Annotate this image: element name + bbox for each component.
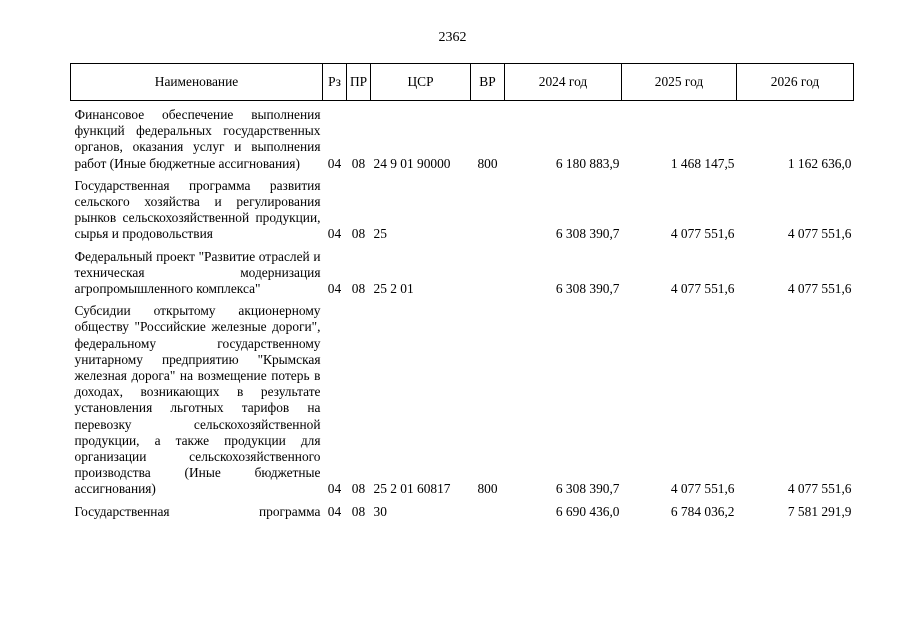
row-vr — [471, 504, 505, 520]
row-2024: 6 180 883,9 — [555, 155, 620, 171]
row-csr: 30 — [373, 503, 387, 519]
header-pr: ПР — [347, 64, 371, 101]
table-header-row — [71, 64, 854, 101]
row-vr: 800 — [477, 155, 498, 171]
row-2024: 6 308 390,7 — [555, 226, 620, 242]
row-2024: 6 308 390,7 — [555, 481, 620, 497]
row-2025: 4 077 551,6 — [670, 226, 735, 242]
header-rz: Рз — [323, 64, 347, 101]
row-rz: 04 — [327, 155, 342, 171]
header-name: Наименование — [71, 64, 323, 101]
row-pr: 08 — [351, 155, 366, 171]
row-2025: 4 077 551,6 — [670, 281, 735, 297]
row-csr: 24 9 01 90000 — [373, 155, 451, 171]
header-csr: ЦСР — [371, 64, 471, 101]
header-2026: 2026 год — [737, 64, 854, 101]
row-2024: 6 690 436,0 — [555, 503, 620, 519]
row-2026: 7 581 291,9 — [787, 503, 852, 519]
row-pr: 08 — [351, 226, 366, 242]
header-vr: ВР — [471, 64, 505, 101]
row-2024: 6 308 390,7 — [555, 281, 620, 297]
row-csr: 25 2 01 60817 — [373, 481, 451, 497]
row-2026: 4 077 551,6 — [787, 226, 852, 242]
row-name: Федеральный проект "Развитие отраслей и техническая модернизация агропромышленного комплекса" — [74, 248, 321, 297]
header-2024: 2024 год — [505, 64, 622, 101]
table-row — [71, 249, 854, 298]
row-name: Финансовое обеспечение выполнения функций федеральных государственных органов, оказания услуг и выполнения работ (Иные бюджетные ассигнования) — [74, 107, 321, 171]
row-2025: 1 468 147,5 — [670, 155, 735, 171]
row-name: Субсидии открытому акционерному обществу "Российские железные дороги", федеральному государственному унитарному предприятию "Крымская железная дорога" на возмещение потерь в доходах, возникающих в результате установления льготных тарифов на перевозку сельскохозяйственной продукции, а также продукции для организации сельскохозяйственного производства (Иные бюджетные ассигнования) — [74, 303, 321, 497]
row-name: Государственная программа — [74, 503, 321, 519]
row-csr: 25 — [373, 226, 387, 242]
row-2025: 4 077 551,6 — [670, 481, 735, 497]
table-row — [71, 504, 854, 520]
row-2026: 4 077 551,6 — [787, 481, 852, 497]
row-rz: 04 — [327, 226, 342, 242]
row-rz: 04 — [327, 503, 342, 519]
table-row — [71, 178, 854, 243]
row-pr: 08 — [351, 281, 366, 297]
page-number: 2362 — [438, 30, 467, 45]
row-pr: 08 — [351, 481, 366, 497]
row-2026: 1 162 636,0 — [787, 155, 852, 171]
row-vr — [471, 178, 505, 243]
table-row — [71, 303, 854, 497]
budget-table — [70, 63, 854, 520]
row-rz: 04 — [327, 281, 342, 297]
row-vr — [471, 249, 505, 298]
row-pr: 08 — [351, 503, 366, 519]
row-rz: 04 — [327, 481, 342, 497]
row-name: Государственная программа развития сельского хозяйства и регулирования рынков сельскохозяйственной продукции, сырья и продовольствия — [74, 177, 321, 242]
row-2025: 6 784 036,2 — [670, 503, 735, 519]
table-row — [71, 107, 854, 172]
row-csr: 25 2 01 — [373, 281, 414, 297]
header-2025: 2025 год — [622, 64, 737, 101]
row-vr: 800 — [477, 481, 498, 497]
row-2026: 4 077 551,6 — [787, 281, 852, 297]
